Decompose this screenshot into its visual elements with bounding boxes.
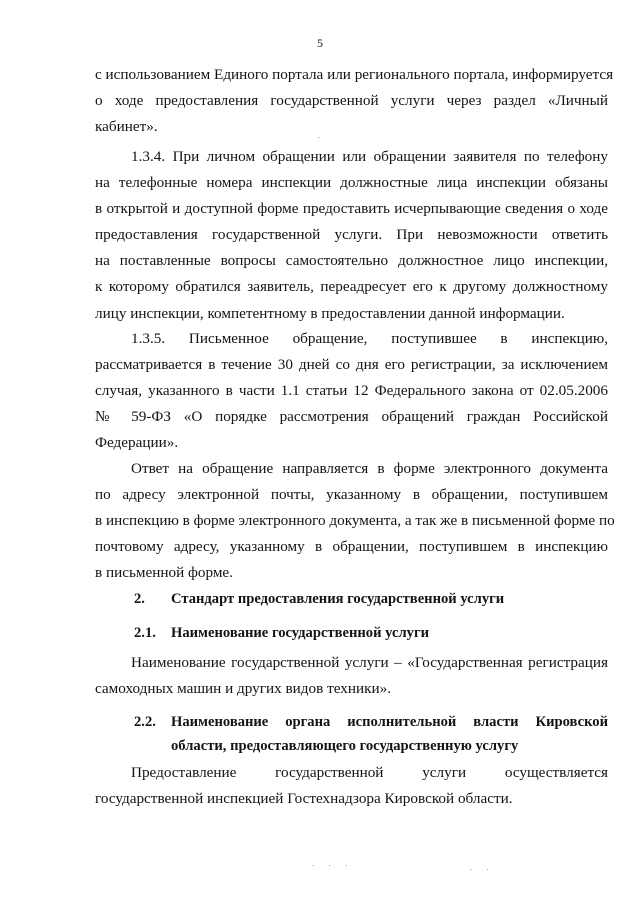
text-line: рассматривается в течение 30 дней со дня его регистрации, за исключением xyxy=(95,356,608,374)
paragraph-answer xyxy=(95,456,615,586)
text-line: Ответ на обращение направляется в форме электронного документа xyxy=(131,460,608,477)
scan-speckle: . . . xyxy=(312,858,354,868)
section-heading-2-2 xyxy=(134,710,608,758)
scan-speckle: . xyxy=(318,130,327,140)
paragraph-1-3-4 xyxy=(95,144,608,327)
heading-number: 2. xyxy=(134,591,145,607)
paragraph-provider xyxy=(95,760,608,812)
text-line: 1.3.5. Письменное обращение, поступившее в инспекцию, xyxy=(131,330,608,347)
text-line: на телефонные номера инспекции должностные лица инспекции обязаны xyxy=(95,174,608,192)
heading-text: Наименование органа исполнительной власти Кировской xyxy=(171,714,608,730)
scan-speckle: . . xyxy=(470,862,495,872)
section-heading-2 xyxy=(134,587,608,611)
heading-text: Наименование государственной услуги xyxy=(171,625,429,641)
text-line: в открытой и доступной форме предоставить исчерпывающие сведения о ходе xyxy=(95,200,608,218)
text-line: по адресу электронной почты, указанному в обращении, поступившем xyxy=(95,486,608,504)
text-line: государственной инспекцией Гостехнадзора Кировской области. xyxy=(95,790,513,808)
text-line: о ходе предоставления государственной услуги через раздел «Личный xyxy=(95,92,608,110)
text-line: Федерации». xyxy=(95,434,179,452)
text-line: в письменной форме. xyxy=(95,564,233,582)
heading-number: 2.1. xyxy=(134,625,156,641)
text-line: почтовому адресу, указанному в обращении, поступившем в инспекцию xyxy=(95,538,608,556)
text-line: кабинет». xyxy=(95,118,158,136)
paragraph-portal-info xyxy=(95,62,614,140)
text-line: случая, указанного в части 1.1 статьи 12 Федерального закона от 02.05.2006 xyxy=(95,382,608,400)
heading-text: Стандарт предоставления государственной услуги xyxy=(171,591,505,607)
text-line: предоставления государственной услуги. При невозможности ответить xyxy=(95,226,608,244)
heading-number: 2.2. xyxy=(134,714,156,730)
text-line: Наименование государственной услуги – «Государственная регистрация xyxy=(131,654,608,671)
text-line: с использованием Единого портала или регионального портала, информируется xyxy=(95,66,614,83)
section-heading-2-1 xyxy=(134,621,608,645)
paragraph-service-name xyxy=(95,650,608,702)
text-line: самоходных машин и других видов техники». xyxy=(95,680,392,698)
paragraph-1-3-5 xyxy=(95,326,608,456)
text-line: на поставленные вопросы самостоятельно должностное лицо инспекции, xyxy=(95,252,608,270)
heading-text: области, предоставляющего государственную услугу xyxy=(171,738,519,754)
text-line: 1.3.4. При личном обращении или обращении заявителя по телефону xyxy=(131,148,608,165)
text-line: № 59-ФЗ «О порядке рассмотрения обращений граждан Российской xyxy=(95,408,608,426)
page-number: 5 xyxy=(317,36,323,50)
text-line: в инспекцию в форме электронного документа, а так же в письменной форме по xyxy=(95,512,615,530)
text-line: к которому обратился заявитель, переадресует его к другому должностному xyxy=(95,278,608,296)
text-line: лицу инспекции, компетентному в предоставлении данной информации. xyxy=(95,304,565,322)
text-line: Предоставление государственной услуги осуществляется xyxy=(131,764,608,781)
